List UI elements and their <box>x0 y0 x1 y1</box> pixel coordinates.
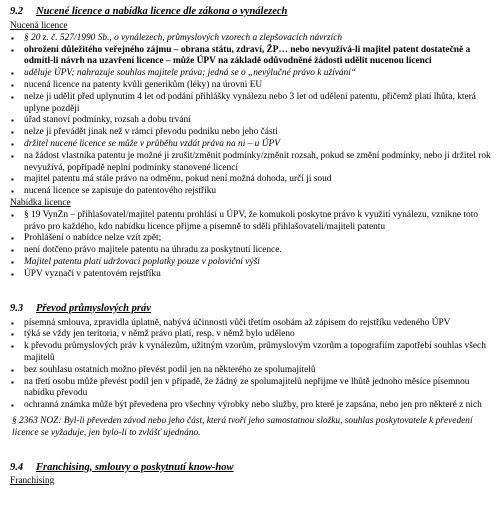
list-item: ▪ bez souhlasu ostatních možno převést podíl jen na některého ze spolumajitelů <box>10 365 491 377</box>
list-item: ▪ ohrožení důležitého veřejného zájmu – obrana státu, zdraví, ŽP… nebo nevyužívá-li majitel patent dostatečně a odmítl-li návrh na uzavření licence – může ÚPV na základě odůvodněné žádosti udělit nucenou licenci <box>10 45 491 69</box>
list-item: ▪ nelze ji udělit před uplynutím 4 let od podání přihlášky vynálezu nebo 3 let od udělení patentu, přičemž platí lhůta, která uplyne později <box>10 92 491 116</box>
nabidka-licence-list <box>10 210 491 281</box>
list-item: ▪ k převodu průmyslových práv k vynálezům, užitným vzorům, průmyslovým vzorům a topografiím zapotřebí souhlas všech majitelů <box>10 341 491 365</box>
section-9-2-heading <box>10 6 491 17</box>
section-9-3-heading <box>10 303 491 314</box>
subheading-nucena-licence: Nucená licence <box>10 21 68 31</box>
list-item: ▪ majitel patentu má stále právo na odměnu, pokud není možná dohoda, určí ji soud <box>10 174 491 186</box>
list-item: ▪ nelze ji převádět jinak než v rámci převodu podniku nebo jeho části <box>10 127 491 139</box>
section-number: 9.3 <box>10 302 24 314</box>
list-item: ▪ nucená licence se zapisuje do patentového rejstříku <box>10 186 491 198</box>
list-item: ▪ na třetí osobu může převést podíl jen v případě, že žádný ze spolumajitelů nepřijme ve lhůtě jednoho měsíce písemnou nabídku převodu <box>10 377 491 401</box>
noz-note: § 2363 NOZ: Byl-li převeden závod nebo jeho část, která tvoří jeho samostatnou složku, souhlas poskytovatele k převedení licence se vyžaduje, jen bylo-li to zvlášť ujednáno. <box>12 415 473 438</box>
section-9-4-heading <box>10 462 491 473</box>
list-item: ▪ uděluje ÚPV; nahrazuje souhlas majitele práva; jedná se o „nevýlučné právo k užívání“ <box>10 68 491 80</box>
list-item: ▪ § 19 VynZn – přihlašovatel/majitel patentu prohlásí u ÚPV, že komukoli poskytne právo k využití vynálezu, vznikne toto právo pro každého, kdo nabídku licence přijme a písemně to sdělí přihlašovateli/majiteli patentu <box>10 210 491 234</box>
list-item: ▪ není dotčeno právo majitele patentu na úhradu za poskytnutí licence. <box>10 245 491 257</box>
section-number: 9.2 <box>10 6 24 17</box>
list-item: ▪ úřad stanoví podmínky, rozsah a dobu trvání <box>10 115 491 127</box>
prevod-list <box>10 318 491 412</box>
list-item: ▪ Majitel patentu platí udržovací poplatky pouze v poloviční výši <box>10 257 491 269</box>
section-title: Převod průmyslových práv <box>36 302 151 314</box>
section-number: 9.4 <box>10 461 24 473</box>
section-title: Nucené licence a nabídka licence dle zákona o vynálezech <box>36 6 288 17</box>
subheading-nabidka-licence: Nabídka licence <box>10 197 71 208</box>
list-item: ▪ Prohlášení o nabídce nelze vzít zpět; <box>10 233 491 245</box>
list-item: ▪ písemná smlouva, zpravidla úplatně, nabývá účinnosti vůči třetím osobám až zápisem do rejstříku vedeného ÚPV <box>10 318 491 330</box>
section-title: Franchising, smlouvy o poskytnutí know-how <box>36 461 234 473</box>
list-item: ▪ držitel nucené licence se může v průběhu vzdát práva na ni – u ÚPV <box>10 139 491 151</box>
list-item: ▪ ÚPV vyznačí v patentovém rejstříku <box>10 269 491 281</box>
list-item: ▪ na žádost vlastníka patentu je možné ji zrušit/změnit podmínky/změnit rozsah, pokud se změní podmínky, nebo ji držitel rok nevyužívá, popřípadě neplní podmínky stanovené licencí <box>10 151 491 175</box>
nucena-licence-list <box>10 33 491 198</box>
list-item: ▪ týká se vždy jen teritoria, v němž právo platí, resp. v němž bylo uděleno <box>10 329 491 341</box>
list-item: ▪ § 20 z. č. 527/1990 Sb., o vynálezech, průmyslových vzorech a zlepšovacích návrzích <box>10 33 491 45</box>
subheading-franchising: Franchising <box>10 475 55 486</box>
list-item: ▪ ochranná známka může být převedena pro všechny výrobky nebo služby, pro které je zapsána, nebo jen pro některé z nich <box>10 400 491 412</box>
list-item: ▪ nucená licence na patenty kvůli generikům (léky) na úrovni EU <box>10 80 491 92</box>
